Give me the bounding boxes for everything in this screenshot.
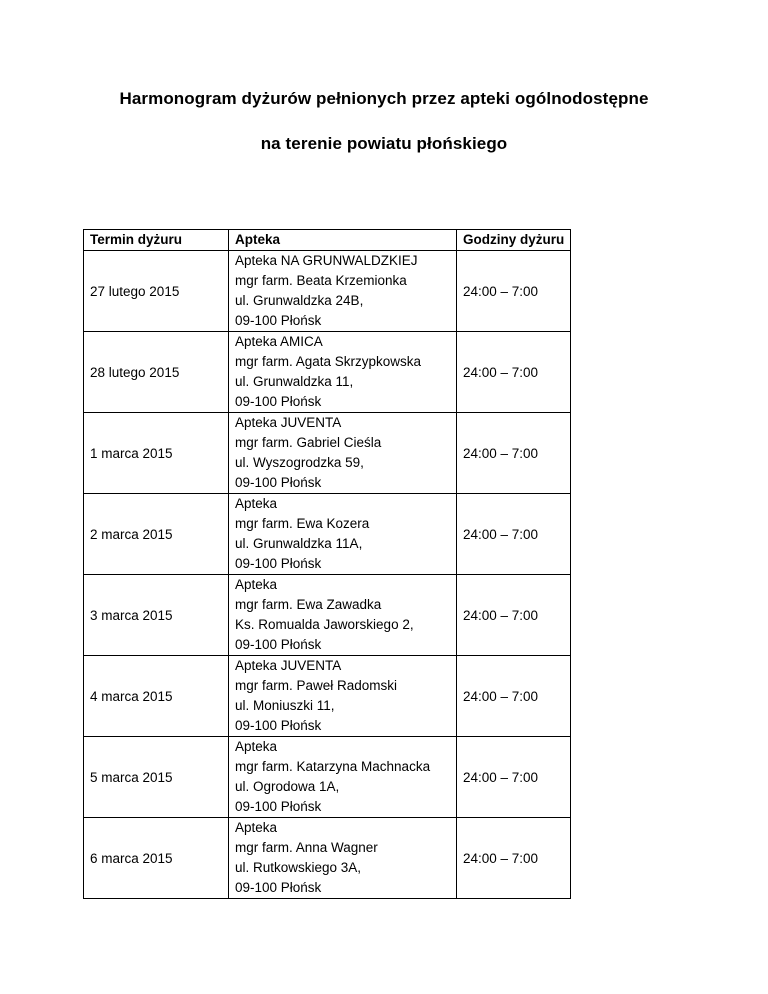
- table-row: [84, 494, 571, 575]
- pharmacy-line: ul. Grunwaldzka 11A,: [235, 536, 363, 551]
- document-subtitle: na terenie powiatu płońskiego: [260, 134, 508, 153]
- pharmacy-line: Apteka JUVENTA: [235, 658, 342, 673]
- pharmacy-line: Ks. Romualda Jaworskiego 2,: [235, 617, 414, 632]
- pharmacy-line: 09-100 Płońsk: [235, 799, 322, 814]
- pharmacy-line: ul. Wyszogrodzka 59,: [235, 455, 364, 470]
- pharmacy-line: ul. Grunwaldzka 24B,: [235, 293, 364, 308]
- pharmacy-line: Apteka NA GRUNWALDZKIEJ: [235, 253, 418, 268]
- duty-date: 3 marca 2015: [84, 575, 229, 656]
- duty-schedule-table: [83, 229, 571, 899]
- duty-date: 1 marca 2015: [84, 413, 229, 494]
- table-header-row: [84, 230, 571, 251]
- pharmacy-line: mgr farm. Ewa Kozera: [235, 516, 370, 531]
- duty-date: 28 lutego 2015: [84, 332, 229, 413]
- table-body: [84, 251, 571, 899]
- pharmacy-line: ul. Rutkowskiego 3A,: [235, 860, 362, 875]
- pharmacy-cell: [229, 494, 457, 575]
- pharmacy-line: mgr farm. Ewa Zawadka: [235, 597, 382, 612]
- duty-hours: 24:00 – 7:00: [457, 332, 571, 413]
- duty-hours: 24:00 – 7:00: [457, 656, 571, 737]
- document-title: Harmonogram dyżurów pełnionych przez apteki ogólnodostępne: [119, 89, 649, 108]
- pharmacy-line: Apteka: [235, 577, 278, 592]
- pharmacy-line: mgr farm. Anna Wagner: [235, 840, 378, 855]
- table-row: [84, 818, 571, 899]
- pharmacy-line: ul. Grunwaldzka 11,: [235, 374, 354, 389]
- duty-date: 5 marca 2015: [84, 737, 229, 818]
- pharmacy-line: 09-100 Płońsk: [235, 556, 322, 571]
- table-row: [84, 413, 571, 494]
- table-row: [84, 251, 571, 332]
- header-hours: Godziny dyżuru: [457, 230, 571, 251]
- pharmacy-cell: [229, 656, 457, 737]
- duty-hours: 24:00 – 7:00: [457, 494, 571, 575]
- pharmacy-line: 09-100 Płońsk: [235, 394, 322, 409]
- table-row: [84, 332, 571, 413]
- pharmacy-line: Apteka: [235, 496, 278, 511]
- pharmacy-cell: [229, 332, 457, 413]
- duty-date: 6 marca 2015: [84, 818, 229, 899]
- duty-date: 27 lutego 2015: [84, 251, 229, 332]
- duty-date: 4 marca 2015: [84, 656, 229, 737]
- table-row: [84, 575, 571, 656]
- duty-hours: 24:00 – 7:00: [457, 575, 571, 656]
- pharmacy-line: Apteka: [235, 739, 278, 754]
- duty-hours: 24:00 – 7:00: [457, 413, 571, 494]
- pharmacy-line: 09-100 Płońsk: [235, 637, 322, 652]
- pharmacy-line: 09-100 Płońsk: [235, 880, 322, 895]
- pharmacy-line: 09-100 Płońsk: [235, 475, 322, 490]
- pharmacy-line: mgr farm. Paweł Radomski: [235, 678, 398, 693]
- header-date: Termin dyżuru: [84, 230, 229, 251]
- duty-hours: 24:00 – 7:00: [457, 818, 571, 899]
- pharmacy-line: mgr farm. Katarzyna Machnacka: [235, 759, 431, 774]
- pharmacy-line: mgr farm. Beata Krzemionka: [235, 273, 407, 288]
- pharmacy-line: Apteka AMICA: [235, 334, 323, 349]
- pharmacy-line: 09-100 Płońsk: [235, 718, 322, 733]
- duty-hours: 24:00 – 7:00: [457, 251, 571, 332]
- pharmacy-cell: [229, 575, 457, 656]
- table-row: [84, 656, 571, 737]
- pharmacy-line: ul. Ogrodowa 1A,: [235, 779, 340, 794]
- pharmacy-line: Apteka: [235, 820, 278, 835]
- duty-date: 2 marca 2015: [84, 494, 229, 575]
- pharmacy-cell: [229, 413, 457, 494]
- pharmacy-line: mgr farm. Agata Skrzypkowska: [235, 354, 422, 369]
- header-pharmacy: Apteka: [229, 230, 457, 251]
- pharmacy-cell: [229, 818, 457, 899]
- pharmacy-cell: [229, 251, 457, 332]
- table-row: [84, 737, 571, 818]
- pharmacy-cell: [229, 737, 457, 818]
- pharmacy-line: mgr farm. Gabriel Cieśla: [235, 435, 382, 450]
- duty-hours: 24:00 – 7:00: [457, 737, 571, 818]
- pharmacy-line: 09-100 Płońsk: [235, 313, 322, 328]
- pharmacy-line: Apteka JUVENTA: [235, 415, 342, 430]
- pharmacy-line: ul. Moniuszki 11,: [235, 698, 335, 713]
